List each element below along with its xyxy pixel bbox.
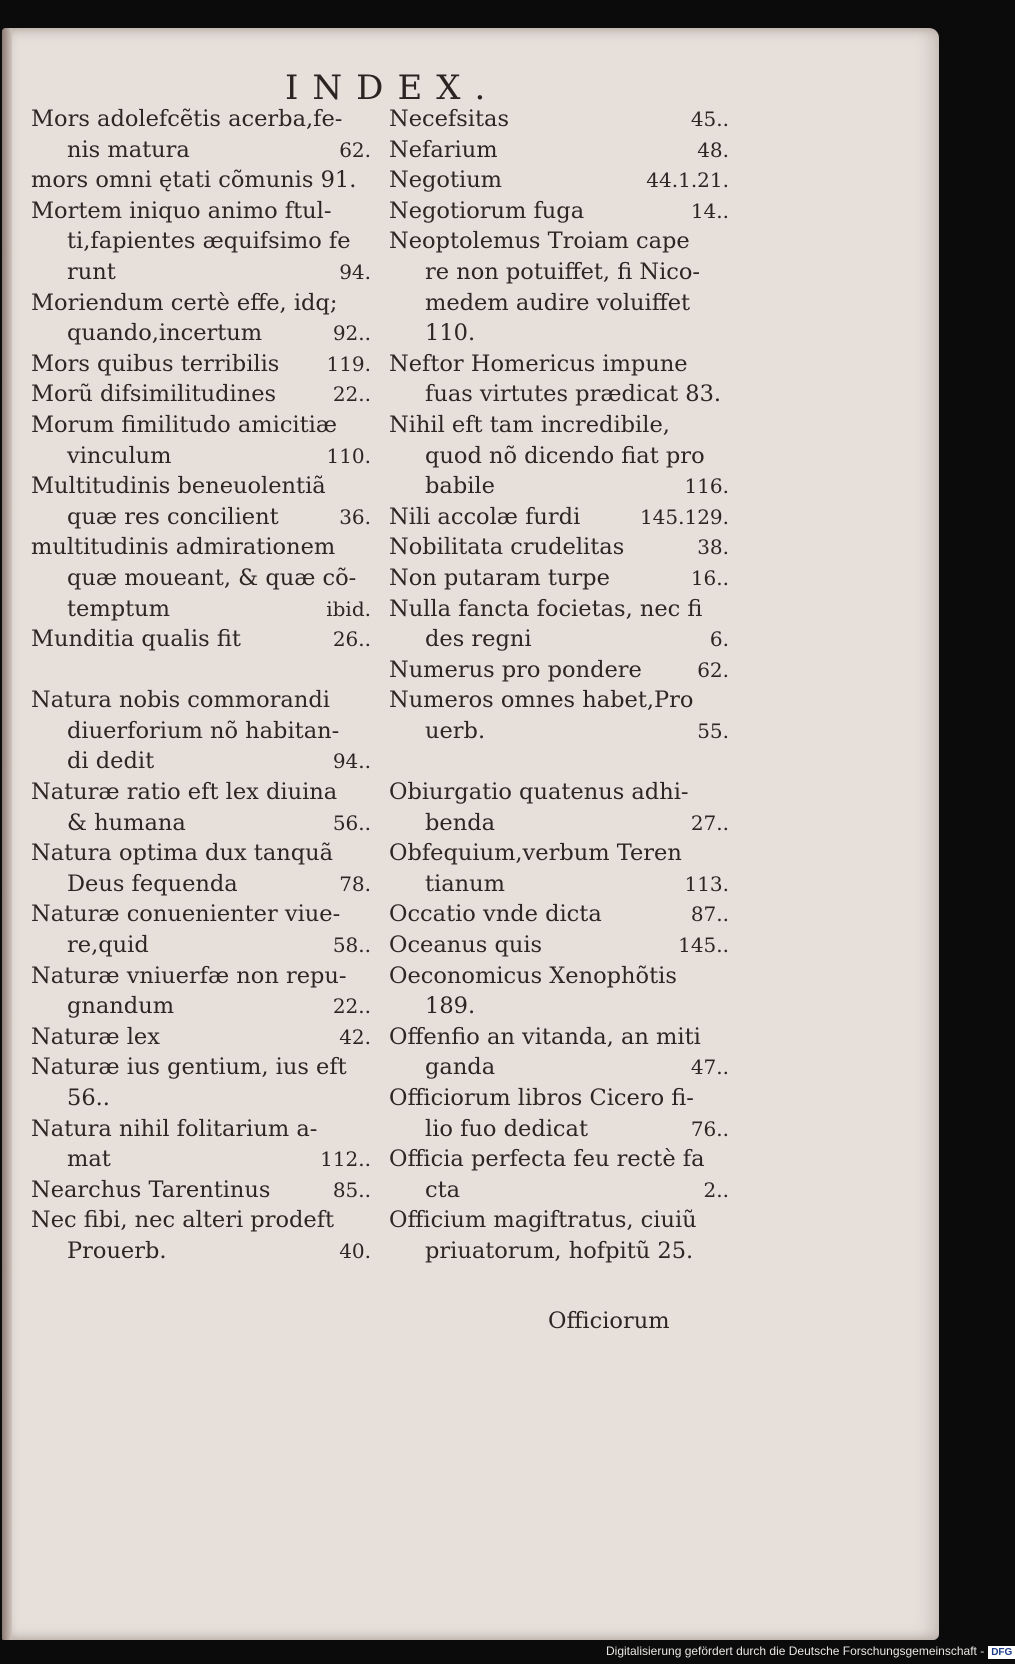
entry-line bbox=[31, 379, 371, 410]
entry-line bbox=[389, 379, 729, 410]
page-reference: 48. bbox=[697, 137, 729, 162]
page-reference: 94.. bbox=[332, 749, 371, 774]
entry-line bbox=[389, 808, 729, 839]
entry-text: Moriendum certè effe, idq; bbox=[31, 289, 338, 316]
entry-line bbox=[31, 1083, 371, 1114]
entry-line bbox=[31, 532, 371, 563]
entry-line bbox=[31, 930, 371, 961]
entry-line bbox=[389, 1022, 729, 1053]
page-reference: 94. bbox=[339, 259, 371, 284]
page-reference: 112.. bbox=[320, 1147, 371, 1172]
entry-text: Mors adolefcẽtis acerba,fe- bbox=[31, 106, 343, 132]
entry-text: Officia perfecta feu rectè fa bbox=[389, 1146, 705, 1173]
entry-line bbox=[389, 991, 729, 1022]
entry-line bbox=[31, 624, 371, 655]
entry-text: quod nõ dicendo fiat pro bbox=[425, 442, 705, 469]
left-index-column bbox=[31, 104, 371, 1267]
entry-text: cta bbox=[425, 1176, 461, 1203]
section-gap bbox=[389, 746, 729, 777]
entry-text: Natura nobis commorandi bbox=[31, 687, 330, 714]
entry-line bbox=[389, 1205, 729, 1236]
entry-text: Neftor Homericus impune bbox=[389, 350, 688, 377]
index-entry bbox=[31, 624, 371, 655]
entry-line bbox=[31, 165, 371, 196]
entry-line bbox=[31, 135, 371, 166]
page-reference: 92.. bbox=[332, 321, 371, 346]
index-entry bbox=[31, 349, 371, 380]
entry-text: Obiurgatio quatenus adhi- bbox=[389, 779, 689, 806]
entry-line bbox=[389, 196, 729, 227]
entry-line bbox=[389, 1175, 729, 1206]
index-entry bbox=[31, 1205, 371, 1266]
entry-line bbox=[31, 808, 371, 839]
entry-text: multitudinis admirationem bbox=[31, 534, 336, 561]
entry-line bbox=[31, 1205, 371, 1236]
page-reference: 145.129. bbox=[639, 504, 729, 529]
entry-text: Nobilitata crudelitas bbox=[389, 534, 625, 561]
entry-line bbox=[389, 226, 729, 257]
entry-text: Numerus pro pondere bbox=[389, 656, 642, 683]
entry-line bbox=[31, 563, 371, 594]
entry-line bbox=[389, 655, 729, 686]
entry-text: babile bbox=[425, 473, 495, 500]
entry-text: uerb. bbox=[425, 717, 486, 744]
entry-line bbox=[389, 685, 729, 716]
index-entry bbox=[31, 532, 371, 624]
entry-line bbox=[31, 746, 371, 777]
page-reference: 110. bbox=[326, 443, 371, 468]
entry-text: quæ moueant, & quæ cõ- bbox=[67, 564, 357, 591]
entry-line bbox=[389, 257, 729, 288]
entry-text: Multitudinis beneuolentiã bbox=[31, 473, 326, 500]
index-entry bbox=[31, 777, 371, 838]
index-entry bbox=[389, 777, 729, 838]
book-spine-shadow bbox=[2, 28, 12, 1640]
entry-line bbox=[31, 594, 371, 625]
entry-line bbox=[31, 716, 371, 747]
entry-text: Naturæ ius gentium, ius eft bbox=[31, 1054, 347, 1081]
index-entry bbox=[31, 196, 371, 288]
page-reference: 2.. bbox=[703, 1177, 729, 1202]
entry-text: Naturæ ratio eft lex diuina bbox=[31, 779, 338, 806]
entry-text: mors omni ętati cõmunis 91. bbox=[31, 167, 357, 194]
page-reference: 38. bbox=[697, 535, 729, 560]
page-reference: 22.. bbox=[332, 994, 371, 1019]
entry-text: Morum fimilitudo amicitiæ bbox=[31, 411, 338, 438]
entry-line bbox=[389, 930, 729, 961]
entry-line bbox=[31, 869, 371, 900]
page-reference: 22.. bbox=[332, 382, 371, 407]
entry-text: re non potuiffet, fi Nico- bbox=[425, 258, 701, 285]
entry-line bbox=[31, 349, 371, 380]
entry-line bbox=[389, 410, 729, 441]
index-entry bbox=[389, 104, 729, 135]
entry-line bbox=[389, 777, 729, 808]
page-reference: 58.. bbox=[332, 933, 371, 958]
index-entry bbox=[389, 502, 729, 533]
index-entry bbox=[389, 165, 729, 196]
entry-text: Naturæ lex bbox=[31, 1023, 160, 1050]
index-entry bbox=[31, 1052, 371, 1113]
index-entry bbox=[389, 1205, 729, 1266]
entry-text: Necefsitas bbox=[389, 106, 509, 132]
entry-line bbox=[389, 563, 729, 594]
section-gap bbox=[31, 655, 371, 686]
page-reference: 42. bbox=[339, 1024, 371, 1049]
entry-text: Nulla fancta focietas, nec fi bbox=[389, 595, 703, 622]
index-entry bbox=[389, 135, 729, 166]
entry-line bbox=[31, 1236, 371, 1267]
dfg-logo: DFG bbox=[988, 1646, 1015, 1659]
index-entry bbox=[31, 104, 371, 165]
index-entry bbox=[31, 899, 371, 960]
index-entry bbox=[31, 1022, 371, 1053]
entry-text: vinculum bbox=[67, 442, 172, 469]
index-entry bbox=[31, 685, 371, 777]
entry-line bbox=[389, 624, 729, 655]
entry-text: quæ res concilient bbox=[67, 503, 279, 530]
index-entry bbox=[389, 349, 729, 410]
index-entry bbox=[389, 1022, 729, 1083]
entry-line bbox=[31, 471, 371, 502]
entry-text: medem audire voluiffet bbox=[425, 289, 691, 316]
entry-text: Naturæ conuenienter viue- bbox=[31, 901, 341, 928]
entry-line bbox=[31, 441, 371, 472]
entry-text: Mors quibus terribilis bbox=[31, 350, 280, 377]
entry-line bbox=[389, 502, 729, 533]
entry-text: priuatorum, hofpitũ 25. bbox=[425, 1237, 694, 1264]
entry-text: Nec fibi, nec alteri prodeft bbox=[31, 1207, 335, 1234]
page-reference: 119. bbox=[326, 351, 371, 376]
entry-text: Offenfio an vitanda, an miti bbox=[389, 1023, 701, 1050]
index-entry bbox=[389, 410, 729, 502]
entry-text: Oceanus quis bbox=[389, 932, 543, 959]
index-entry bbox=[389, 899, 729, 930]
entry-text: 110. bbox=[425, 320, 476, 347]
page-reference: 78. bbox=[339, 871, 371, 896]
entry-text: Obfequium,verbum Teren bbox=[389, 840, 682, 867]
entry-text: runt bbox=[67, 258, 116, 285]
entry-line bbox=[389, 1083, 729, 1114]
entry-text: Non putaram turpe bbox=[389, 564, 610, 591]
page-reference: 47.. bbox=[690, 1055, 729, 1080]
page-reference: 55. bbox=[697, 718, 729, 743]
entry-line bbox=[389, 441, 729, 472]
entry-line bbox=[389, 899, 729, 930]
entry-text: nis matura bbox=[67, 136, 190, 163]
entry-text: Natura nihil folitarium a- bbox=[31, 1115, 318, 1142]
footer-text: Digitalisierung gefördert durch die Deutsche Forschungsgemeinschaft - bbox=[606, 1644, 985, 1658]
entry-line bbox=[389, 869, 729, 900]
page-reference: 145.. bbox=[678, 933, 729, 958]
entry-line bbox=[31, 288, 371, 319]
entry-line bbox=[389, 165, 729, 196]
entry-line bbox=[389, 716, 729, 747]
page-reference: 36. bbox=[339, 504, 371, 529]
page-reference: 62. bbox=[339, 137, 371, 162]
entry-text: Numeros omnes habet,Pro bbox=[389, 687, 694, 714]
entry-text: Officium magiftratus, ciuiũ bbox=[389, 1207, 697, 1234]
page-reference: 14.. bbox=[690, 198, 729, 223]
entry-text: Neoptolemus Troiam cape bbox=[389, 228, 690, 255]
entry-text: temptum bbox=[67, 595, 170, 622]
page-reference: 26.. bbox=[332, 627, 371, 652]
entry-line bbox=[31, 777, 371, 808]
catchword: Officiorum bbox=[548, 1308, 670, 1334]
entry-text: ganda bbox=[425, 1054, 496, 1081]
entry-text: des regni bbox=[425, 626, 532, 653]
entry-line bbox=[31, 257, 371, 288]
index-entry bbox=[389, 594, 729, 655]
entry-text: 189. bbox=[425, 993, 476, 1020]
entry-line bbox=[389, 1236, 729, 1267]
entry-text: quando,incertum bbox=[67, 320, 263, 347]
page-reference: 6. bbox=[709, 627, 729, 652]
entry-text: Mortem iniquo animo ftul- bbox=[31, 197, 332, 224]
entry-line bbox=[389, 838, 729, 869]
page-reference: 113. bbox=[684, 871, 729, 896]
page-reference: 62. bbox=[697, 657, 729, 682]
entry-text: Nearchus Tarentinus bbox=[31, 1176, 271, 1203]
entry-text: Negotiorum fuga bbox=[389, 197, 585, 224]
entry-line bbox=[31, 1052, 371, 1083]
entry-text: ti,fapientes æquifsimo fe bbox=[67, 228, 351, 255]
index-entry bbox=[31, 410, 371, 471]
index-entry bbox=[389, 685, 729, 746]
page-reference: 27.. bbox=[690, 810, 729, 835]
entry-text: Nefarium bbox=[389, 136, 498, 163]
entry-line bbox=[31, 899, 371, 930]
index-entry bbox=[389, 961, 729, 1022]
entry-line bbox=[389, 1052, 729, 1083]
page-reference: 87.. bbox=[690, 902, 729, 927]
index-entry bbox=[31, 288, 371, 349]
entry-line bbox=[31, 318, 371, 349]
entry-text: Nihil eft tam incredibile, bbox=[389, 411, 670, 438]
index-entry bbox=[31, 379, 371, 410]
right-index-column bbox=[389, 104, 729, 1267]
digitization-footer bbox=[606, 1644, 1015, 1659]
entry-line bbox=[389, 349, 729, 380]
entry-line bbox=[31, 838, 371, 869]
entry-text: Munditia qualis fit bbox=[31, 626, 241, 653]
entry-text: diuerforium nõ habitan- bbox=[67, 717, 340, 744]
entry-text: re,quid bbox=[67, 932, 149, 959]
entry-line bbox=[31, 685, 371, 716]
entry-text: Negotium bbox=[389, 167, 503, 194]
index-entry bbox=[389, 838, 729, 899]
index-entry bbox=[31, 165, 371, 196]
entry-text: 56.. bbox=[67, 1085, 110, 1111]
entry-text: benda bbox=[425, 809, 496, 836]
entry-text: & humana bbox=[67, 809, 186, 836]
entry-text: Morũ difsimilitudines bbox=[31, 381, 277, 408]
page-reference: 40. bbox=[339, 1238, 371, 1263]
page-reference: 76.. bbox=[690, 1116, 729, 1141]
page-reference: ibid. bbox=[326, 596, 371, 621]
entry-line bbox=[389, 594, 729, 625]
entry-line bbox=[31, 1175, 371, 1206]
page-heading: INDEX. bbox=[285, 68, 500, 108]
entry-line bbox=[389, 1114, 729, 1145]
entry-line bbox=[31, 961, 371, 992]
page-reference: 16.. bbox=[690, 565, 729, 590]
index-entry bbox=[389, 655, 729, 686]
index-entry bbox=[31, 1114, 371, 1175]
entry-line bbox=[389, 318, 729, 349]
entry-line bbox=[389, 961, 729, 992]
entry-line bbox=[389, 532, 729, 563]
index-entry bbox=[389, 1144, 729, 1205]
index-entry bbox=[389, 532, 729, 563]
entry-text: Naturæ vniuerfæ non repu- bbox=[31, 962, 347, 989]
entry-text: di dedit bbox=[67, 748, 155, 775]
entry-line bbox=[31, 502, 371, 533]
page-reference: 85.. bbox=[332, 1177, 371, 1202]
entry-line bbox=[31, 410, 371, 441]
index-entry bbox=[389, 563, 729, 594]
entry-text: tianum bbox=[425, 870, 505, 897]
entry-line bbox=[389, 135, 729, 166]
entry-line bbox=[389, 104, 729, 135]
page-reference: 45.. bbox=[690, 107, 729, 131]
entry-line bbox=[31, 226, 371, 257]
entry-line bbox=[389, 1144, 729, 1175]
entry-text: gnandum bbox=[67, 993, 175, 1020]
page-reference: 56.. bbox=[332, 810, 371, 835]
entry-text: Nili accolæ furdi bbox=[389, 503, 581, 530]
entry-line bbox=[31, 1144, 371, 1175]
index-entry bbox=[389, 1083, 729, 1144]
entry-text: Oeconomicus Xenophõtis bbox=[389, 962, 677, 989]
entry-text: Prouerb. bbox=[67, 1237, 167, 1264]
index-entry bbox=[389, 930, 729, 961]
entry-line bbox=[389, 288, 729, 319]
entry-text: mat bbox=[67, 1146, 111, 1173]
index-entry bbox=[31, 1175, 371, 1206]
index-entry bbox=[389, 196, 729, 227]
entry-line bbox=[31, 196, 371, 227]
entry-text: Officiorum libros Cicero fi- bbox=[389, 1085, 694, 1111]
entry-text: Natura optima dux tanquã bbox=[31, 840, 334, 867]
page-reference: 44.1.21. bbox=[646, 168, 729, 193]
entry-text: fuas virtutes prædicat 83. bbox=[425, 381, 722, 408]
entry-line bbox=[31, 991, 371, 1022]
entry-line bbox=[31, 104, 371, 135]
index-entry bbox=[31, 838, 371, 899]
entry-line bbox=[31, 1114, 371, 1145]
index-entry bbox=[31, 961, 371, 1022]
entry-text: Deus fequenda bbox=[67, 870, 238, 897]
entry-line bbox=[389, 471, 729, 502]
entry-text: lio fuo dedicat bbox=[425, 1115, 588, 1142]
index-entry bbox=[389, 226, 729, 348]
index-entry bbox=[31, 471, 371, 532]
entry-text: Occatio vnde dicta bbox=[389, 901, 602, 928]
entry-line bbox=[31, 1022, 371, 1053]
page-reference: 116. bbox=[684, 474, 729, 499]
